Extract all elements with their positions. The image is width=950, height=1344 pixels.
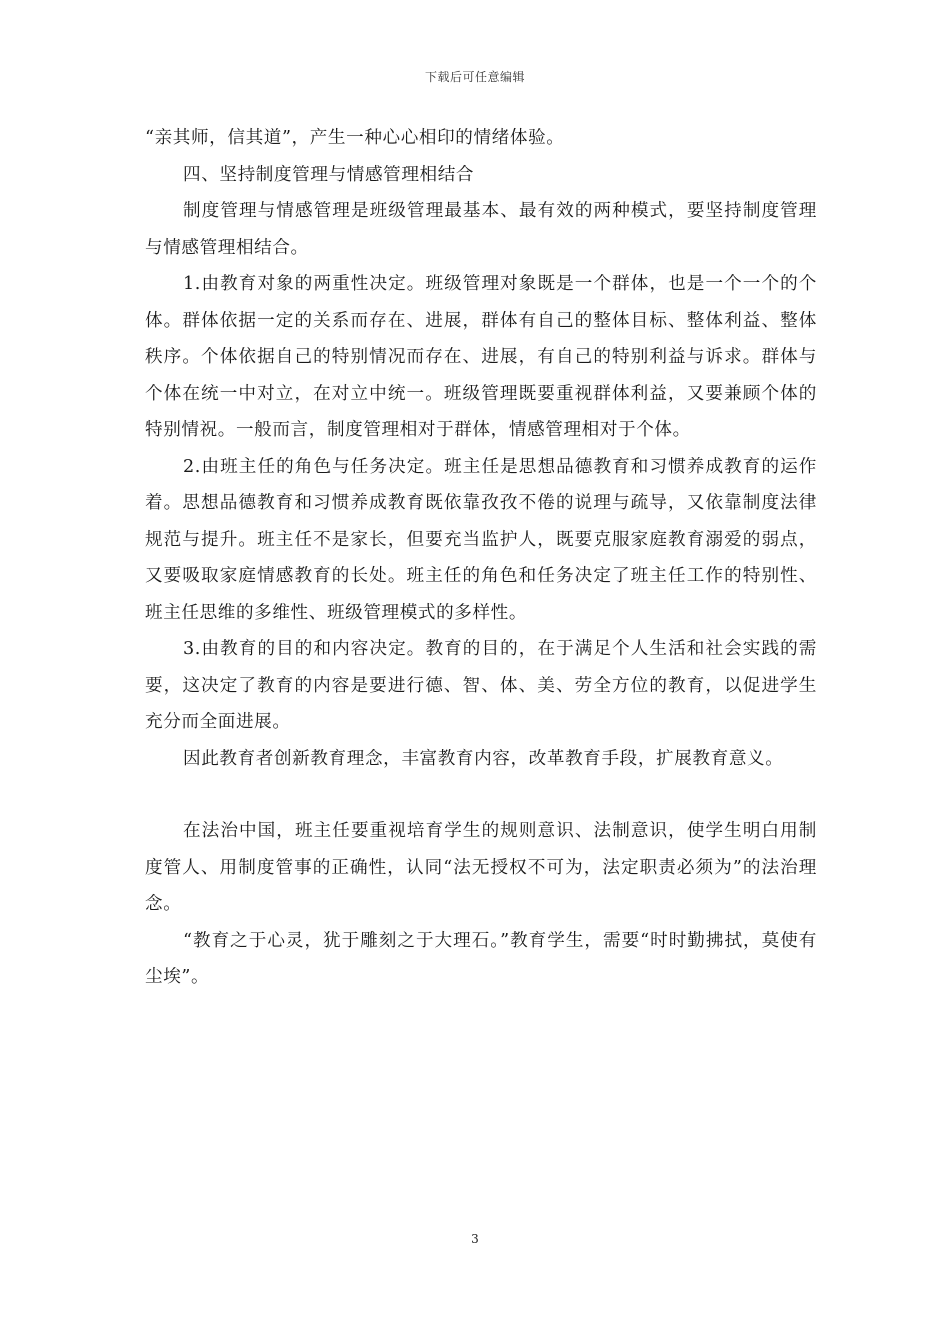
page-header: 下载后可任意编辑 — [424, 70, 525, 84]
paragraph-rule-of-law: 在法治中国，班主任要重视培育学生的规则意识、法制意识，使学生明白用制度管人、用制度管事的正确性，认同“法无授权不可为，法定职责必须为”的法治理念。 — [145, 821, 817, 914]
section-heading: 四、坚持制度管理与情感管理相结合 — [183, 164, 475, 185]
paragraph-conclusion: 因此教育者创新教育理念，丰富教育内容，改革教育手段，扩展教育意义。 — [183, 748, 784, 769]
page-number: 3 — [471, 1232, 479, 1246]
document-body — [145, 120, 817, 996]
paragraph-continuation: “亲其师，信其道”，产生一种心心相印的情绪体验。 — [145, 128, 565, 148]
paragraph-spacer — [145, 777, 817, 813]
paragraph-intro: 制度管理与情感管理是班级管理最基本、最有效的两种模式，要坚持制度管理与情感管理相结合。 — [145, 201, 817, 258]
paragraph-point-3: 3.由教育的目的和内容决定。教育的目的，在于满足个人生活和社会实践的需要，这决定了教育的内容是要进行德、智、体、美、劳全方位的教育，以促进学生充分而全面进展。 — [145, 639, 817, 732]
paragraph-point-2: 2.由班主任的角色与任务决定。班主任是思想品德教育和习惯养成教育的运作着。思想品德教育和习惯养成教育既依靠孜孜不倦的说理与疏导，又依靠制度法律规范与提升。班主任不是家长，但要充当监护人，既要克服家庭教育溺爱的弱点，又要吸取家庭情感教育的长处。班主任的角色和任务决定了班主任工作的特别性、班主任思维的多维性、班级管理模式的多样性。 — [145, 456, 817, 623]
paragraph-quote: “教育之于心灵，犹于雕刻之于大理石。”教育学生，需要“时时勤拂拭，莫使有尘埃”。 — [145, 930, 817, 987]
paragraph-point-1: 1.由教育对象的两重性决定。班级管理对象既是一个群体，也是一个一个的个体。群体依据一定的关系而存在、进展，群体有自己的整体目标、整体利益、整体秩序。个体依据自己的特别情况而存在、进展，有自己的特别利益与诉求。群体与个体在统一中对立，在对立中统一。班级管理既要重视群体利益，又要兼顾个体的特别情祝。一般而言，制度管理相对于群体，情感管理相对于个体。 — [145, 274, 817, 440]
